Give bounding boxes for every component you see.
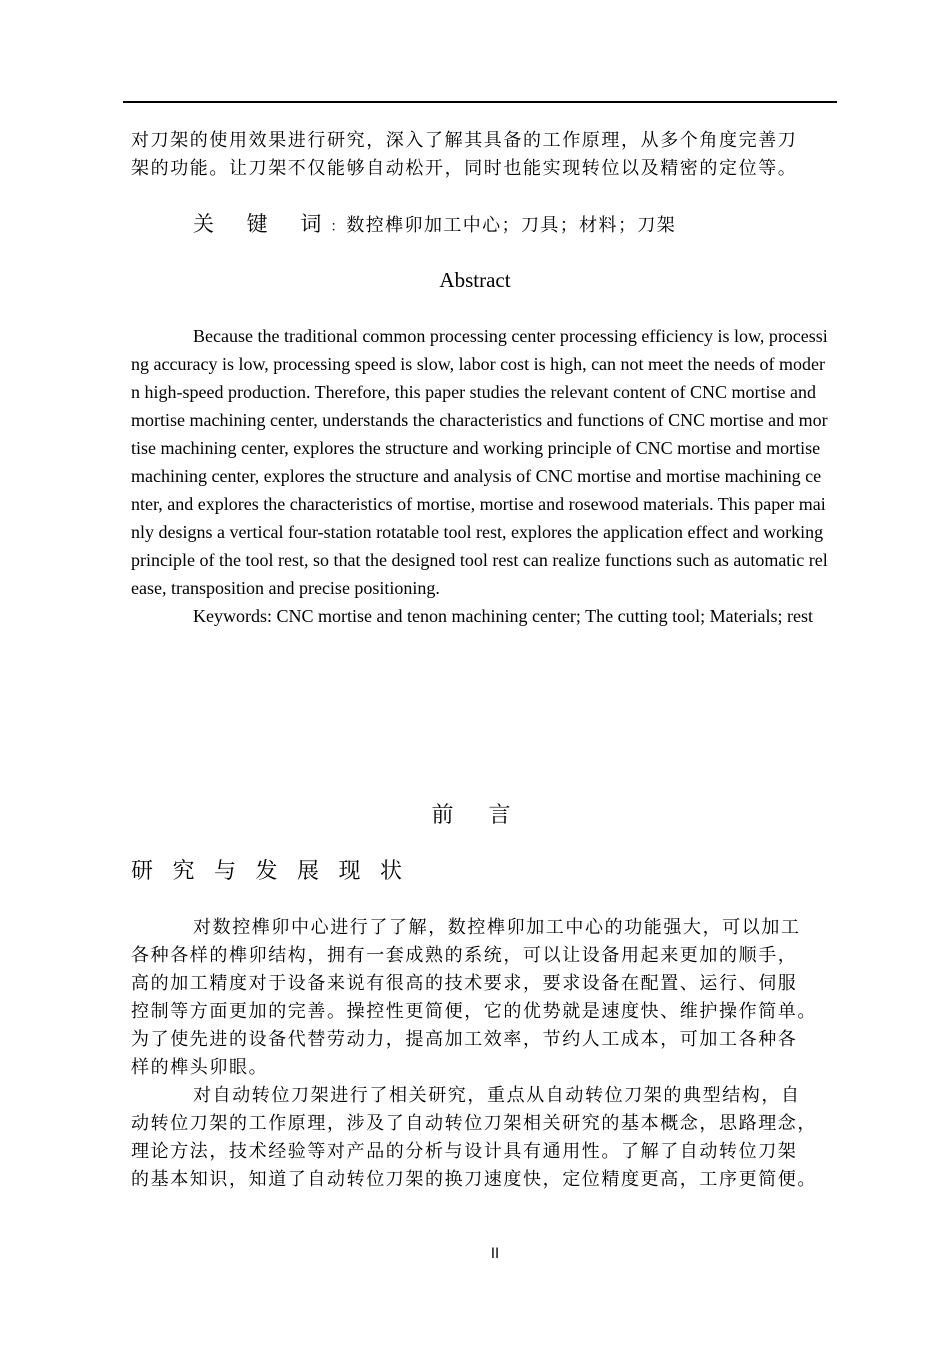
- abstract-body: [131, 322, 829, 630]
- text-line: 动转位刀架的工作原理，涉及了自动转位刀架相关研究的基本概念，思路理念，: [131, 1113, 817, 1133]
- preface-paragraph-2: [131, 1081, 831, 1193]
- cn-keywords-text: 数控榫卯加工中心；刀具；材料；刀架: [346, 215, 677, 235]
- abstract-title: Abstract: [439, 268, 511, 292]
- abstract-paragraph: Because the traditional common processing center processing efficiency is low, processing accuracy is low, processing speed is slow, labor cost is high, can not meet the needs of modern high-speed production. Therefore, this paper studies the relevant content of CNC mortise and mortise machining center, understands the characteristics and functions of CNC mortise and mortise machining center, explores the structure and working principle of CNC mortise and mortise machining center, explores the structure and analysis of CNC mortise and mortise machining center, and explores the characteristics of mortise, mortise and rosewood materials. This paper mainly designs a vertical four-station rotatable tool rest, explores the application effect and working principle of the tool rest, so that the designed tool rest can realize functions such as automatic release, transposition and precise positioning.: [131, 326, 828, 598]
- preface-paragraph-1: [131, 913, 831, 1081]
- abstract-keywords: Keywords: CNC mortise and tenon machining center; The cutting tool; Materials; rest: [193, 606, 814, 626]
- text-line: 为了使先进的设备代替劳动力，提高加工效率，节约人工成本，可加工各种各: [131, 1029, 798, 1049]
- header-rule: [123, 101, 837, 103]
- cn-abstract-continuation: [131, 126, 831, 182]
- cn-keywords-separator: ：: [330, 220, 345, 235]
- section-heading: 研 究 与 发 展 现 状: [131, 858, 410, 883]
- text-line: 对刀架的使用效果进行研究，深入了解其具备的工作原理，从多个角度完善刀: [131, 130, 798, 150]
- text-line: 对自动转位刀架进行了相关研究，重点从自动转位刀架的典型结构，自: [193, 1085, 801, 1105]
- text-line: 样的榫头卯眼。: [131, 1057, 269, 1077]
- text-line: 的基本知识，知道了自动转位刀架的换刀速度快，定位精度更高，工序更简便。: [131, 1169, 817, 1189]
- text-line: 理论方法，技术经验等对产品的分析与设计具有通用性。了解了自动转位刀架: [131, 1141, 798, 1161]
- page-number: II: [490, 1246, 500, 1262]
- text-line: 高的加工精度对于设备来说有很高的技术要求，要求设备在配置、运行、伺服: [131, 973, 798, 993]
- text-line: 控制等方面更加的完善。操控性更简便，它的优势就是速度快、维护操作简单。: [131, 1001, 817, 1021]
- cn-keywords-label: 关 键 词: [193, 212, 335, 236]
- text-line: 各种各样的榫卯结构，拥有一套成熟的系统，可以让设备用起来更加的顺手，: [131, 945, 798, 965]
- text-line: 对数控榫卯中心进行了了解，数控榫卯加工中心的功能强大，可以加工: [193, 917, 801, 937]
- text-line: 架的功能。让刀架不仅能够自动松开，同时也能实现转位以及精密的定位等。: [131, 158, 798, 178]
- preface-title: 前 言: [431, 802, 519, 827]
- cn-keywords: [193, 210, 676, 242]
